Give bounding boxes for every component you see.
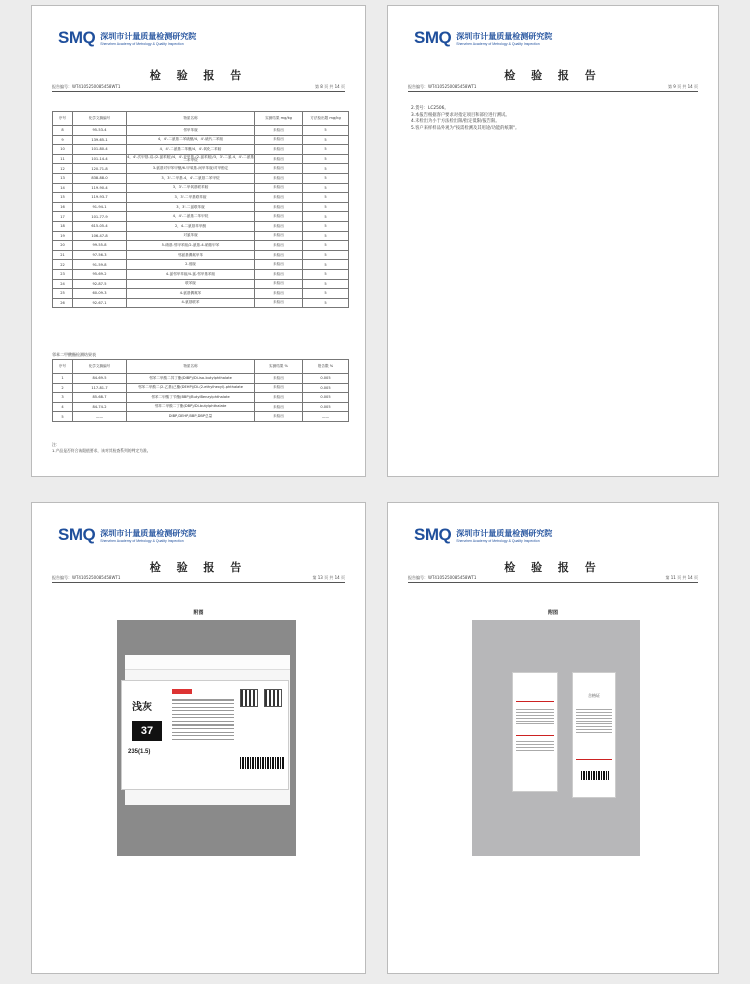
report-number: 报告编号：WT4105250085458WT1 [408,575,477,580]
table-cell: 119-90-4 [73,183,127,193]
table-cell: 95-53-4 [73,126,127,136]
table-row [53,289,349,299]
column-header: 序号 [53,360,73,374]
table-cell: 邻苯二甲酸二丁酯(DBP)/Di-butylphthalate [127,402,255,412]
table-cell: —— [73,412,127,422]
tag-red-line [576,759,612,760]
section-label: 邻苯二甲酸酯检测结果表 [52,352,96,357]
table-cell: 5 [303,126,349,136]
table-cell: 95-69-2 [73,269,127,279]
report-meta [52,84,345,92]
table-cell: 未检出 [255,260,303,270]
logo-chinese-name: 深圳市计量质量检测研究院 [456,31,553,41]
report-meta [408,575,698,583]
table-row [53,402,349,412]
table-cell: 1 [53,374,73,384]
figure-label: 附图 [193,610,204,616]
table-cell: 92-87-5 [73,279,127,289]
table-cell: 3 [53,393,73,403]
table-row [53,154,349,164]
table-cell: 未检出 [255,154,303,164]
table-cell: 未检出 [255,145,303,155]
table-cell: 邻苯二甲酸二(2-乙基)己酯(DEHP)/Di-(2-ethylhexyl)-phthalate [127,383,255,393]
figure-label: 附图 [547,610,558,616]
table-cell: 0.005 [303,402,349,412]
table-cell: 0.005 [303,383,349,393]
table-cell: 91-94-1 [73,202,127,212]
column-header: 序号 [53,112,73,126]
table-cell: 联苯胺 [127,279,255,289]
box-lid [125,655,290,670]
table-cell: 邻苯二甲酸丁苄酯(BBP)/ButylBenzylphthalate [127,393,255,403]
table-cell: 19 [53,231,73,241]
table-cell: 未检出 [255,135,303,145]
size-badge: 37 [132,721,162,741]
column-header: 物质名称 [127,360,255,374]
table-cell: 4，4'-次甲基-双-(2-氯苯胺)/4，4'-亚甲基-(2-氯苯胺)/3，3'-二氯-4，4'-二氨基二苯甲烷 [127,154,254,163]
table-cell: 101-14-4 [73,154,127,164]
table-cell: 8 [53,126,73,136]
report-page-13 [31,502,366,974]
table-cell: 21 [53,250,73,260]
table-cell: 92-67-1 [73,298,127,308]
table-header-row [53,112,349,126]
table-row [53,183,349,193]
table-cell: 未检出 [255,383,303,393]
logo-mark: SMQ [58,525,96,544]
table-cell: 邻苯二甲酸二异丁酯(DIBP)/Di-iso-butylphthalate [127,374,255,384]
table-cell: 未检出 [255,202,303,212]
logo-mark: SMQ [58,28,96,47]
table-cell: 5 [303,173,349,183]
table-row [53,231,349,241]
table-row [53,383,349,393]
table-cell: 未检出 [255,212,303,222]
logo-english-name: Shenzhen Academy of Metrology & Quality Inspection [100,538,184,543]
tag-red-line [516,701,554,702]
table-cell: 99-55-8 [73,241,127,251]
product-box-photo [117,620,296,856]
smq-logo [58,525,196,545]
table-cell: DIBP,DEHP,BBP,DBP总量 [127,412,255,422]
table-cell: 未检出 [255,241,303,251]
color-text: 浅灰 [132,702,152,713]
table-cell: 5 [303,135,349,145]
table-cell: 5 [303,298,349,308]
table-cell: 5 [303,269,349,279]
table-cell: 5-硝基-邻甲苯胺/2-氨基-4-硝基甲苯 [127,241,255,251]
table-cell: 84-69-5 [73,374,127,384]
table-cell: 未检出 [255,193,303,203]
table-row [53,393,349,403]
table-cell: 未检出 [255,221,303,231]
table-cell: 4 [53,402,73,412]
table-cell: 26 [53,298,73,308]
report-number: 报告编号：WT4105250085458WT1 [52,575,121,580]
table-cell: 5 [303,183,349,193]
table-cell: 5 [303,164,349,174]
report-number: 报告编号：WT4105250085458WT1 [408,84,477,89]
size-spec: 235(1.5) [128,749,151,755]
table-cell: 16 [53,202,73,212]
logo-chinese-name: 深圳市计量质量检测研究院 [100,528,197,538]
table-cell: 22 [53,260,73,270]
table-cell: 97-56-3 [73,250,127,260]
table-cell: 5 [53,412,73,422]
table-cell: 10 [53,145,73,155]
logo-mark: SMQ [414,525,452,544]
table-cell: 未检出 [255,269,303,279]
table-cell: 未检出 [255,412,303,422]
tag-text-lines [516,739,554,753]
column-header: 方法检出限 mg/kg [303,112,349,126]
table-row [53,202,349,212]
notes-list [411,106,519,132]
logo-english-name: Shenzhen Academy of Metrology & Quality Inspection [456,41,540,46]
qr-code-icon [240,689,258,707]
table-cell: 5 [303,154,349,164]
table-row [53,298,349,308]
table-row [53,250,349,260]
table-cell: 未检出 [255,402,303,412]
note-item: 4.未检出为小于方法检出限/指定低限/报告限。 [411,119,500,124]
table-row [53,173,349,183]
table-cell: 101-77-9 [73,212,127,222]
table-cell: 3-氨基对甲苯甲醚/6-甲氧基-间甲苯胺/对甲酚定 [127,164,255,174]
table-cell: 3，3'-二氯联苯胺 [127,202,255,212]
table-row [53,221,349,231]
table-cell: 3，3'-二甲氧基联苯胺 [127,183,255,193]
smq-logo [58,28,196,48]
column-header: 报告限 % [303,360,349,374]
table-cell: 0.005 [303,374,349,384]
table-cell: 14 [53,183,73,193]
table-cell: 9 [53,135,73,145]
table-cell: 5 [303,260,349,270]
table-cell: 119-93-7 [73,193,127,203]
report-page-11 [387,502,719,974]
label-text-lines [172,697,234,742]
table-cell: 5 [303,279,349,289]
logo-chinese-name: 深圳市计量质量检测研究院 [456,528,553,538]
column-header: 化学文摘编号 [73,360,127,374]
table-row [53,135,349,145]
report-meta [52,575,345,583]
box-label [121,680,289,790]
table-cell: 12 [53,164,73,174]
table-cell: 838-88-0 [73,173,127,183]
table-cell: 5 [303,250,349,260]
table-cell: 11 [53,154,73,164]
table-cell: 5 [303,145,349,155]
note-item: 3.本报告根据客户要求对指定项目和部位进行测试。 [411,112,510,118]
table-cell: 60-09-3 [73,289,127,299]
logo-chinese-name: 深圳市计量质量检测研究院 [100,31,197,41]
table-cell: 17 [53,212,73,222]
table-row [53,193,349,203]
table-cell: 20 [53,241,73,251]
table-cell: 2-萘胺 [127,260,255,270]
table-cell: 5 [303,231,349,241]
page-title: 检 验 报 告 [149,69,248,82]
table-cell: 15 [53,193,73,203]
table-cell: 未检出 [255,173,303,183]
table-row [53,260,349,270]
table-row [53,164,349,174]
page-number: 第 13 页 共 14 页 [312,575,345,580]
table-row [53,241,349,251]
brand-tag [172,689,192,694]
table-cell: 5 [303,202,349,212]
table-cell: 邻甲苯胺 [127,126,255,136]
table-cell: —— [303,412,349,422]
table-cell: 3，3'-二甲基-4，4'-二氨基二苯甲烷 [127,173,255,183]
column-header: 实测结果 % [255,360,303,374]
certificate-title: 合格证 [588,693,600,698]
table-cell: 5 [303,221,349,231]
table-cell: 120-71-8 [73,164,127,174]
report-page-8 [31,5,366,477]
table-cell: 2 [53,383,73,393]
table-cell: 未检出 [255,298,303,308]
tag-text-lines [576,707,612,735]
column-header: 物质名称 [127,112,255,126]
logo-english-name: Shenzhen Academy of Metrology & Quality Inspection [100,41,184,46]
table-cell: 未检出 [255,250,303,260]
table-row [53,212,349,222]
table-cell: 4-氯邻甲苯胺/4-氯-邻甲基苯胺 [127,269,255,279]
barcode-icon [581,771,609,780]
table-cell: 91-59-8 [73,260,127,270]
table-row [53,279,349,289]
note-item: 2.货号：LC2506。 [411,106,449,111]
table-cell: 0.005 [303,393,349,403]
table-cell: 4，4'-二氨基二苯硫醚/4，4'-硫代二苯胺 [127,135,255,145]
page-number: 第 9 页 共 14 页 [668,84,698,89]
page-title: 检 验 报 告 [504,561,602,574]
table-cell: 4，4'-二氨基二苯甲烷 [127,212,255,222]
table-cell: 85-68-7 [73,393,127,403]
note-text: 1.产品是否符合该限值要求，该对其检查系列的判定为准。 [52,448,151,453]
note-item: 5.客户来样样品外观为"按需检测及其用途/功能的纸制"。 [411,125,520,131]
smq-logo [414,28,552,48]
page-title: 检 验 报 告 [504,69,602,82]
table-cell: 101-80-4 [73,145,127,155]
phthalate-results-table [52,359,349,422]
qr-code-icon [264,689,282,707]
table-cell: 邻氨基偶氮甲苯 [127,250,255,260]
page-title: 检 验 报 告 [149,561,248,574]
table-row [53,412,349,422]
table-cell: 5 [303,212,349,222]
column-header: 化学文摘编号 [73,112,127,126]
table-cell: 5 [303,241,349,251]
table-cell: 4-氨基偶氮苯 [127,289,255,299]
table-cell: 2，4-二氨基苯甲醚 [127,221,255,231]
table-cell: 106-47-8 [73,231,127,241]
table-row [53,374,349,384]
hang-tag-photo [472,620,640,856]
amine-results-table [52,111,349,308]
table-cell: 未检出 [255,126,303,136]
table-cell: 5 [303,289,349,299]
table-cell: 对氯苯胺 [127,231,255,241]
table-cell: 4，4'-二氨基二苯醚/4，4'-氧化二苯胺 [127,145,255,155]
hang-tag-front [512,672,558,792]
report-meta [408,84,698,92]
logo-mark: SMQ [414,28,452,47]
table-cell: 5 [303,193,349,203]
tag-text-lines [516,707,554,726]
note-title: 注： [52,442,60,447]
table-cell: 24 [53,279,73,289]
table-cell: 未检出 [255,279,303,289]
table-cell: 4-氨基联苯 [127,298,255,308]
table-cell: 3，3'-二甲基联苯胺 [127,193,255,203]
certificate-tag [572,672,616,798]
table-cell: 13 [53,173,73,183]
table-row [53,269,349,279]
column-header: 实测结果 mg/kg [255,112,303,126]
table-cell: 615-05-4 [73,221,127,231]
table-cell: 117-81-7 [73,383,127,393]
page-number: 第 8 页 共 14 页 [315,84,345,89]
page-number: 第 11 页 共 14 页 [665,575,698,580]
table-cell: 18 [53,221,73,231]
report-page-9 [387,5,719,477]
report-number: 报告编号：WT4105250085458WT1 [52,84,121,89]
table-cell: 未检出 [255,231,303,241]
table-row [53,145,349,155]
table-cell: 23 [53,269,73,279]
tag-red-line [516,735,554,736]
table-cell: 未检出 [255,393,303,403]
logo-english-name: Shenzhen Academy of Metrology & Quality Inspection [456,538,540,543]
table-cell: 84-74-2 [73,402,127,412]
barcode-icon [240,757,284,769]
table-header-row [53,360,349,374]
table-cell: 139-65-1 [73,135,127,145]
smq-logo [414,525,552,545]
table-row [53,126,349,136]
table-cell: 未检出 [255,183,303,193]
table-cell: 25 [53,289,73,299]
table-cell: 未检出 [255,289,303,299]
table-cell: 未检出 [255,164,303,174]
table-cell: 未检出 [255,374,303,384]
